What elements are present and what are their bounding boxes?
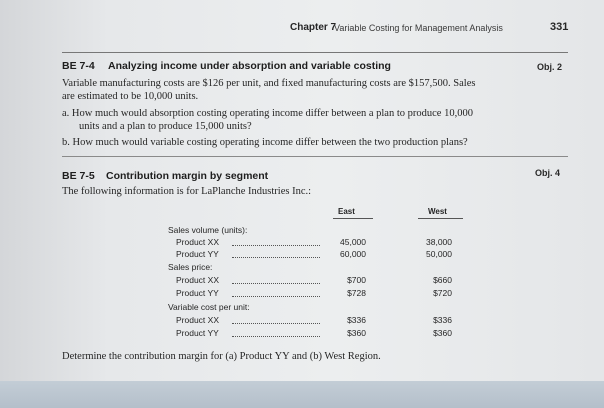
cell-east: $360 bbox=[347, 328, 366, 338]
be74-body-line2: are estimated to be 10,000 units. bbox=[62, 91, 199, 102]
leader-dots bbox=[232, 281, 320, 284]
be74-title: Analyzing income under absorption and variable costing bbox=[108, 60, 391, 72]
leader-dots bbox=[232, 321, 320, 324]
be74-question-a-line1: a. How much would absorption costing operating income differ between a plan to produce 10,000 bbox=[62, 108, 473, 119]
be75-id: BE 7-5 bbox=[62, 170, 95, 182]
column-rule-east bbox=[333, 218, 373, 219]
leader-dots bbox=[232, 294, 320, 297]
section-rule bbox=[62, 52, 568, 53]
chapter-label: Chapter 7 bbox=[290, 22, 337, 33]
be74-body-line1: Variable manufacturing costs are $126 per unit, and fixed manufacturing costs are $157,500. Sales bbox=[62, 78, 476, 89]
column-header-east: East bbox=[338, 207, 355, 216]
cell-east: 45,000 bbox=[340, 237, 366, 247]
page-number: 331 bbox=[550, 21, 569, 33]
section-heading: Variable cost per unit: bbox=[168, 302, 250, 312]
cell-west: $660 bbox=[433, 275, 452, 285]
cell-east: 60,000 bbox=[340, 249, 366, 259]
be74-question-a-line2: units and a plan to produce 15,000 units? bbox=[79, 121, 252, 132]
column-rule-west bbox=[418, 218, 463, 219]
leader-dots bbox=[232, 255, 320, 258]
be75-intro: The following information is for LaPlanche Industries Inc.: bbox=[62, 186, 312, 197]
cell-east: $700 bbox=[347, 275, 366, 285]
row-label: Product XX bbox=[176, 275, 219, 285]
row-label: Product XX bbox=[176, 315, 219, 325]
chapter-subject: Variable Costing for Management Analysis bbox=[334, 23, 503, 33]
cell-west: 50,000 bbox=[426, 249, 452, 259]
cell-west: $360 bbox=[433, 328, 452, 338]
cell-east: $336 bbox=[347, 315, 366, 325]
row-label: Product XX bbox=[176, 237, 219, 247]
be74-question-b: b. How much would variable costing operating income differ between the two production plans? bbox=[62, 137, 468, 148]
row-label: Product YY bbox=[176, 249, 219, 259]
cell-west: $336 bbox=[433, 315, 452, 325]
column-header-west: West bbox=[428, 207, 447, 216]
be74-id: BE 7-4 bbox=[62, 60, 95, 72]
leader-dots bbox=[232, 243, 320, 246]
page-bottom-shadow bbox=[0, 381, 604, 408]
cell-east: $728 bbox=[347, 288, 366, 298]
row-label: Product YY bbox=[176, 288, 219, 298]
cell-west: 38,000 bbox=[426, 237, 452, 247]
be75-objective: Obj. 4 bbox=[535, 168, 561, 178]
leader-dots bbox=[232, 334, 320, 337]
cell-west: $720 bbox=[433, 288, 452, 298]
section-rule bbox=[62, 156, 568, 157]
be75-question: Determine the contribution margin for (a) Product YY and (b) West Region. bbox=[62, 351, 381, 362]
be74-objective: Obj. 2 bbox=[537, 62, 563, 72]
section-heading: Sales volume (units): bbox=[168, 225, 248, 235]
be75-title: Contribution margin by segment bbox=[106, 170, 269, 182]
section-heading: Sales price: bbox=[168, 262, 213, 272]
row-label: Product YY bbox=[176, 328, 219, 338]
